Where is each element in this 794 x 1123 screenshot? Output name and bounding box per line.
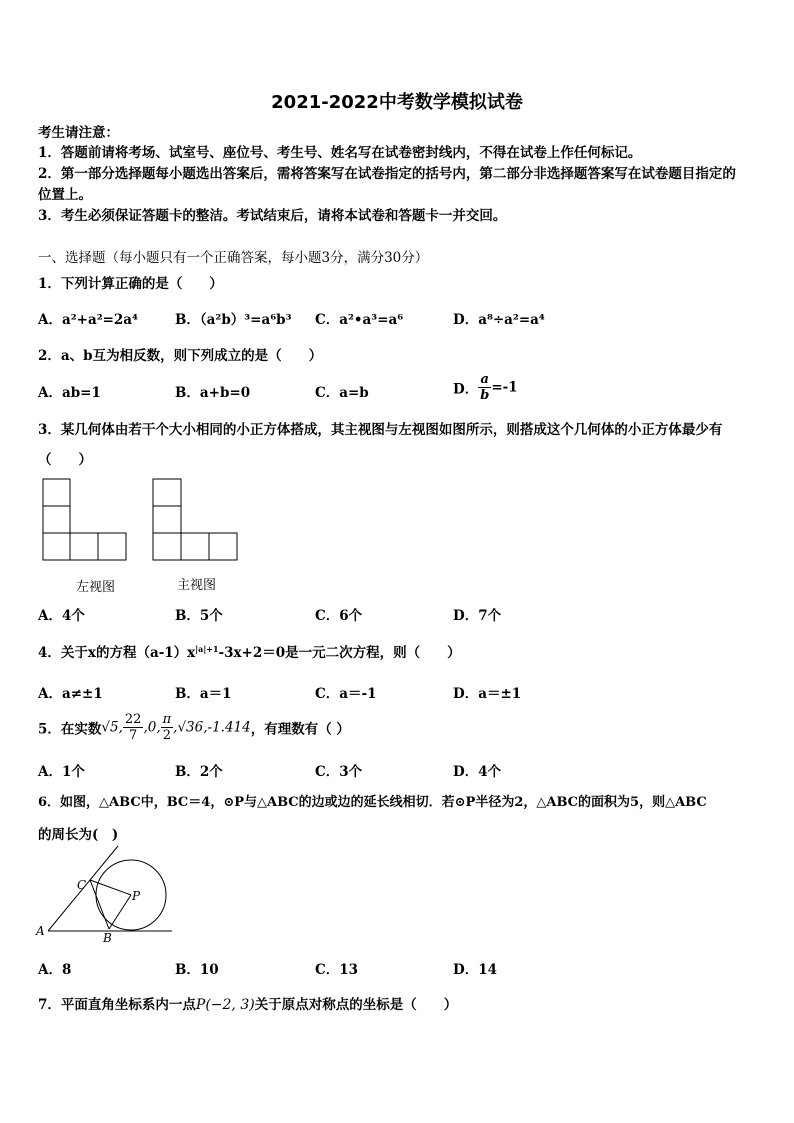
q5-fraction-22-7 (123, 712, 144, 743)
q6-stem-cont: 的周长为( ) (38, 827, 119, 843)
notice-item-1: 1．答题前请将考场、试室号、座位号、考生号、姓名写在试卷密封线内，不得在试卷上作任何标记。 (38, 145, 642, 161)
q5-frac2-denominator: 2 (162, 728, 172, 743)
q5-option-d: D．4个 (453, 764, 502, 780)
q2-option-d-suffix: =-1 (491, 379, 518, 396)
q3-option-d: D．7个 (453, 608, 502, 624)
q6-option-c: C．13 (315, 962, 359, 978)
q5-stem-post: ，有理数有（ ） (250, 721, 350, 738)
q4-stem-pre: 4．关于x的方程（a-1）x (38, 645, 196, 661)
left-view-grid (43, 479, 126, 560)
q3-option-c: C．6个 (315, 608, 363, 624)
q5-expr-3: ,√36,-1.414 (173, 719, 251, 736)
q6-triangle-circle-figure (34, 842, 184, 946)
q1-option-d: D．a⁸÷a²=a⁴ (453, 312, 545, 328)
q6-option-d: D．14 (453, 962, 497, 978)
left-view-caption: 左视图 (76, 580, 116, 595)
section-heading: 一、选择题（每小题只有一个正确答案，每小题3分，满分30分） (38, 250, 429, 266)
q2-option-d-denominator: b (480, 388, 490, 403)
q4-stem-post: -3x+2＝0是一元二次方程，则（ ） (218, 645, 461, 661)
q4-option-a: A．a≠±1 (38, 686, 103, 702)
q2-option-d-numerator: a (478, 372, 491, 388)
label-B: B (103, 931, 112, 945)
q5-stem-pre: 5．在实数 (38, 721, 102, 738)
q7-stem-pre: 7．平面直角坐标系内一点 (38, 997, 196, 1013)
q2-option-c: C．a=b (315, 385, 369, 401)
segment-CB (90, 880, 109, 929)
q2-option-b: B．a+b=0 (175, 385, 251, 401)
q2-stem: 2．a、b互为相反数，则下列成立的是（ ） (38, 348, 323, 364)
q3-stem: 3．某几何体由若干个大小相同的小正方体搭成，其主视图与左视图如图所示，则搭成这个几何体的小正方体最少有 (38, 422, 723, 438)
q2-option-a: A．ab=1 (38, 385, 101, 401)
page-title: 2021-2022中考数学模拟试卷 (271, 92, 523, 113)
q5-option-c: C．3个 (315, 764, 363, 780)
q6-option-b: B．10 (175, 962, 219, 978)
q3-views-figure (38, 474, 248, 594)
q6-option-a: A．8 (38, 962, 72, 978)
q3-option-a: A．4个 (38, 608, 85, 624)
q4-exponent: |a|+1 (195, 644, 219, 654)
q2-option-d (453, 372, 518, 403)
q5-expr-1: √5, (101, 719, 123, 736)
q4-option-d: D．a＝±1 (453, 686, 522, 702)
label-C: C (77, 878, 87, 892)
q6-stem: 6．如图，△ABC中，BC＝4，⊙P与△ABC的边或边的延长线相切．若⊙P半径为2，△ABC的面积为5，则△ABC (38, 795, 707, 810)
q4-stem (38, 641, 461, 661)
q3-stem-cont: （ ） (38, 452, 92, 468)
q5-frac1-numerator: 22 (124, 712, 142, 727)
q7-stem-post: 关于原点对称点的坐标是（ ） (254, 997, 458, 1013)
q4-option-b: B．a＝1 (175, 686, 232, 702)
q7-point: P(−2, 3) (195, 997, 255, 1013)
q3-option-b: B．5个 (175, 608, 223, 624)
q2-option-d-prefix: D． (453, 381, 479, 398)
notice-heading: 考生请注意： (38, 125, 119, 141)
segment-PB (109, 895, 131, 929)
q5-option-b: B．2个 (175, 764, 223, 780)
notice-item-2-cont: 位置上。 (38, 187, 92, 203)
q2-option-d-fraction (478, 372, 491, 403)
q1-option-a: A．a²+a²=2a⁴ (38, 312, 138, 328)
q5-stem (38, 712, 350, 752)
q1-option-c: C．a²•a³=a⁶ (315, 312, 404, 328)
main-view-caption: 主视图 (177, 578, 217, 593)
q7-stem (38, 993, 457, 1013)
q1-stem: 1．下列计算正确的是（ ） (38, 276, 223, 292)
notice-item-2: 2．第一部分选择题每小题选出答案后，需将答案写在试卷指定的括号内，第二部分非选择题答案写在试卷题目指定的 (38, 166, 736, 182)
label-P: P (132, 889, 141, 903)
label-A: A (36, 924, 45, 938)
q5-frac1-denominator: 7 (129, 728, 138, 743)
q5-expr-2: ,0, (143, 719, 161, 736)
q5-fraction-pi-2 (161, 712, 174, 743)
q4-option-c: C．a＝-1 (315, 686, 377, 702)
main-view-grid (153, 479, 237, 560)
q5-option-a: A．1个 (38, 764, 85, 780)
notice-item-3: 3．考生必须保证答题卡的整洁。考试结束后，请将本试卷和答题卡一并交回。 (38, 208, 507, 224)
q5-frac2-numerator: π (162, 712, 172, 727)
q1-option-b: B．（a²b）³=a⁶b³ (175, 312, 292, 328)
